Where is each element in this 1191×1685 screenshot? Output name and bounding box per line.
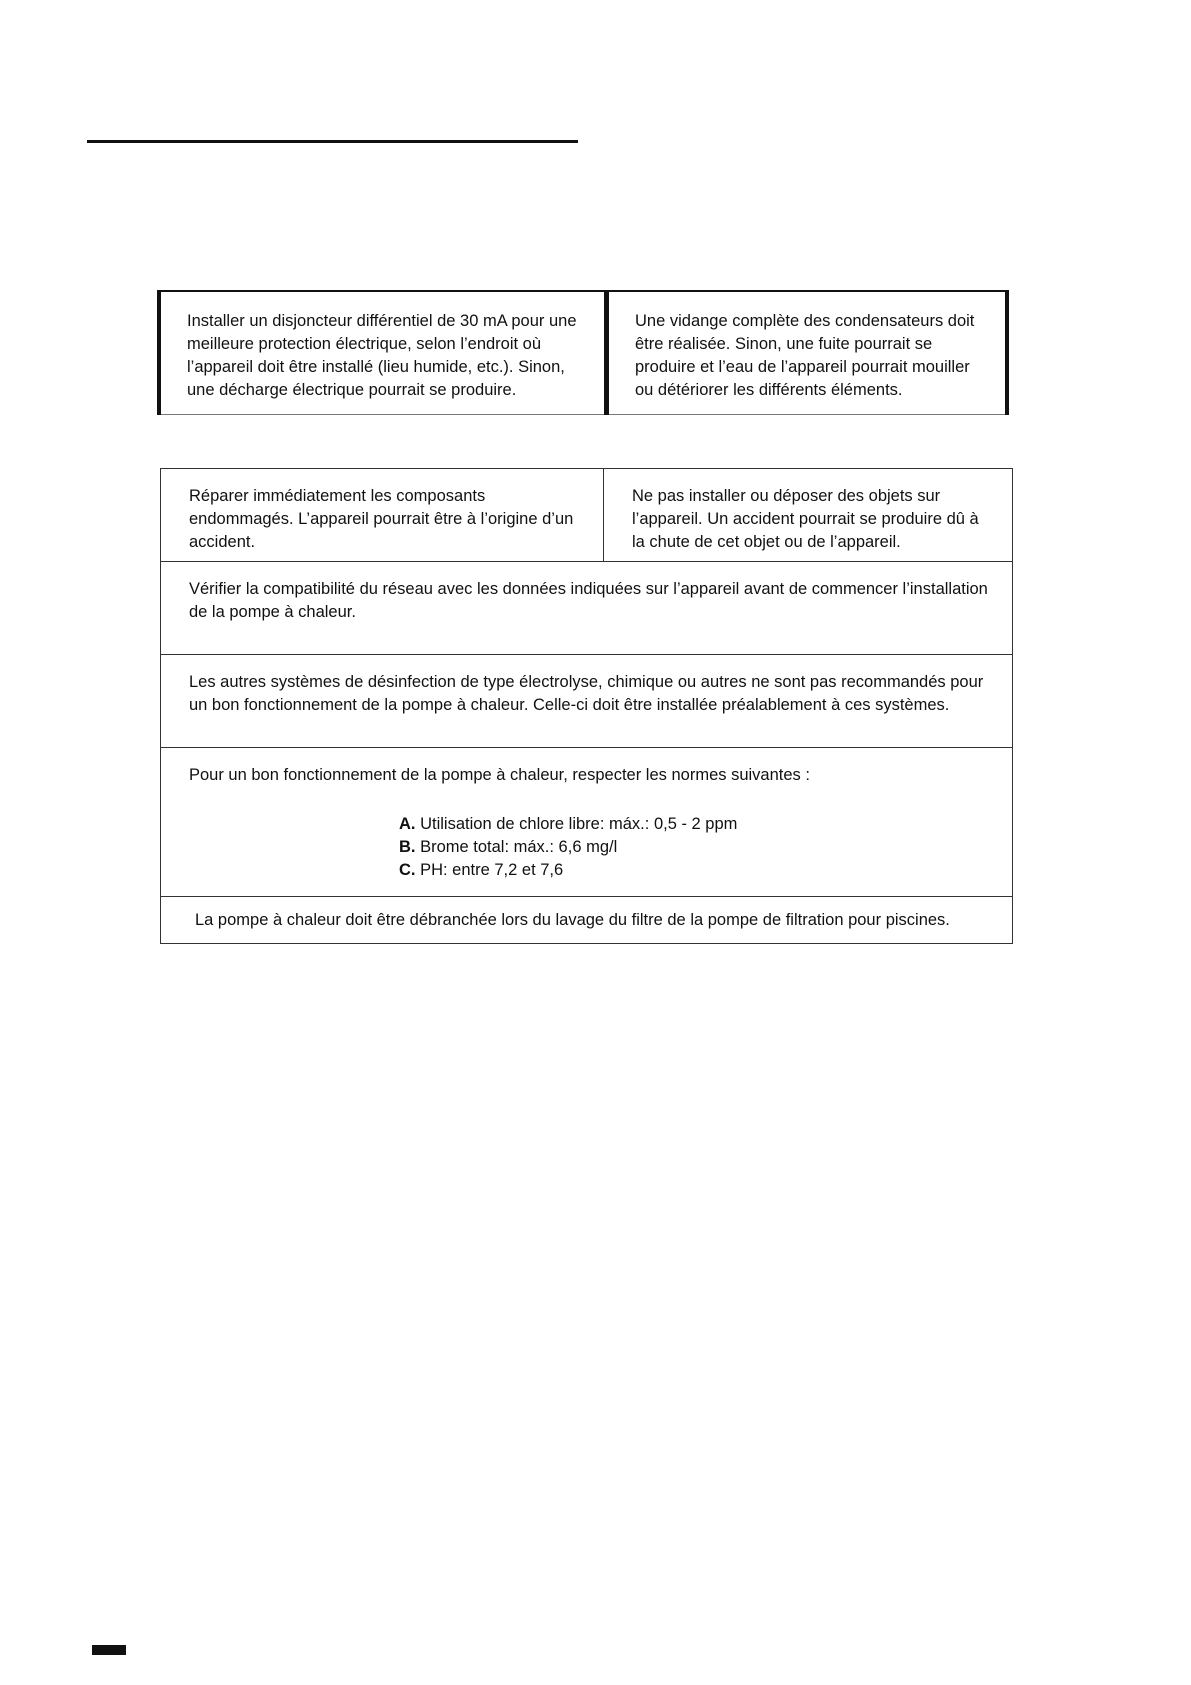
norms-list bbox=[399, 813, 994, 882]
list-item bbox=[399, 859, 994, 882]
warning-cell-repair: Réparer immédiatement les composants endommagés. L’appareil pourrait être à l’origine d’un accident. bbox=[161, 469, 604, 562]
list-item bbox=[399, 813, 994, 836]
table-row bbox=[161, 748, 1013, 897]
table-row bbox=[161, 655, 1013, 748]
warning-table-main bbox=[160, 468, 1013, 944]
warning-cell-objects: Ne pas installer ou déposer des objets sur l’appareil. Un accident pourrait se produire dû à la chute de cet objet ou de l’appareil. bbox=[604, 469, 1013, 562]
warning-cell-disinfection: Les autres systèmes de désinfection de type électrolyse, chimique ou autres ne sont pas recommandés pour un bon fonctionnement de la pompe à chaleur. Celle-ci doit être installée préalablement à ces systèmes. bbox=[161, 655, 1013, 748]
warning-cell-norms bbox=[161, 748, 1013, 897]
list-item bbox=[399, 836, 994, 859]
table-row bbox=[161, 562, 1013, 655]
warning-cell-drain: Une vidange complète des condensateurs doit être réalisée. Sinon, une fuite pourrait se produire et l’eau de l’appareil pourrait mouiller ou détériorer les différents éléments. bbox=[635, 312, 975, 399]
norm-letter: C. bbox=[399, 861, 416, 879]
norm-text: Utilisation de chlore libre: máx.: 0,5 - 2 ppm bbox=[420, 815, 738, 833]
norm-letter: A. bbox=[399, 815, 416, 833]
warning-cell-filter: La pompe à chaleur doit être débranchée lors du lavage du filtre de la pompe de filtration pour piscines. bbox=[161, 897, 1013, 944]
table-row bbox=[161, 897, 1013, 944]
warning-cell-network: Vérifier la compatibilité du réseau avec les données indiquées sur l’appareil avant de commencer l’installation de la pompe à chaleur. bbox=[161, 562, 1013, 655]
header-rule bbox=[87, 140, 578, 143]
norm-text: PH: entre 7,2 et 7,6 bbox=[420, 861, 564, 879]
norm-letter: B. bbox=[399, 838, 416, 856]
warning-table-top bbox=[157, 290, 1009, 415]
norms-intro: Pour un bon fonctionnement de la pompe à chaleur, respecter les normes suivantes : bbox=[189, 766, 810, 784]
norm-text: Brome total: máx.: 6,6 mg/l bbox=[420, 838, 618, 856]
page-footer-mark bbox=[92, 1645, 126, 1655]
table-row bbox=[161, 469, 1013, 562]
warning-cell-breaker: Installer un disjoncteur différentiel de 30 mA pour une meilleure protection électrique, selon l’endroit où l’appareil doit être installé (lieu humide, etc.). Sinon, une décharge électrique pourrait se produire. bbox=[159, 291, 607, 415]
table-row bbox=[159, 291, 1007, 415]
